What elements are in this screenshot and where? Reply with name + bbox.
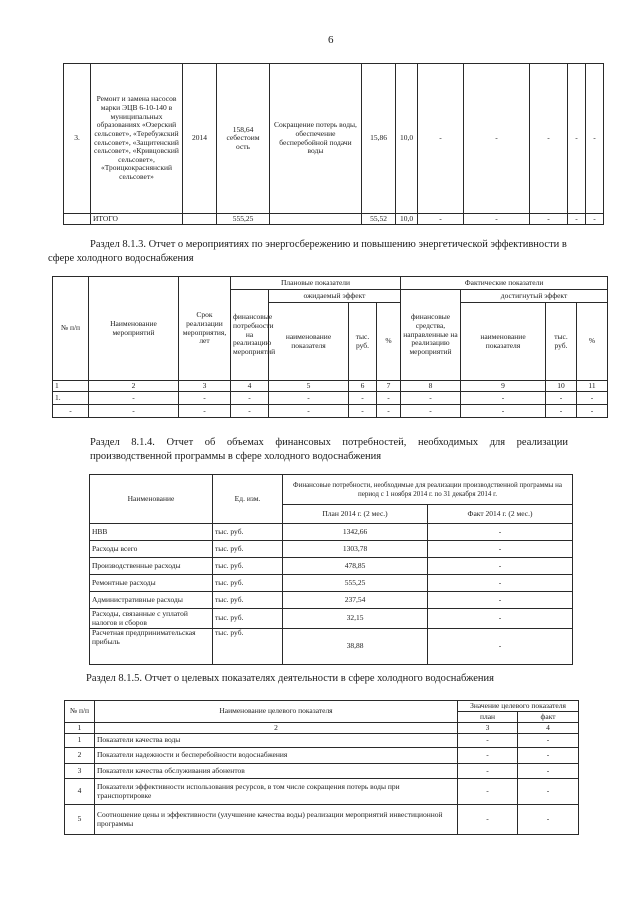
col-number: 4 [231, 381, 269, 392]
header-fact: факт [518, 712, 579, 723]
table-row [53, 405, 608, 418]
row-name: Производственные расходы [90, 558, 213, 575]
row-name: Административные расходы [90, 592, 213, 609]
table-row [65, 779, 579, 805]
table-row [65, 734, 579, 748]
header-percent: % [577, 303, 608, 381]
header-unit: Ед. изм. [213, 475, 283, 524]
cell: - [89, 405, 179, 418]
col-number: 2 [89, 381, 179, 392]
row-unit: тыс. руб. [213, 558, 283, 575]
table-row [65, 764, 579, 779]
table-row [90, 541, 573, 558]
cell: - [461, 405, 546, 418]
col-number: 6 [349, 381, 377, 392]
col-number: 5 [269, 381, 349, 392]
dash-cell: - [568, 214, 586, 225]
col-number: 3 [179, 381, 231, 392]
header-percent: % [377, 303, 401, 381]
row-fact: - [518, 805, 579, 835]
row-name: НВВ [90, 524, 213, 541]
row-name: Соотношение цены и эффективности (улучшение качества воды) реализации мероприятий инвестиционной программы [95, 805, 458, 835]
row-fact: - [428, 609, 573, 629]
table-row [90, 524, 573, 541]
value-1: 15,86 [362, 64, 396, 214]
col-number: 2 [95, 723, 458, 734]
table-row [64, 64, 604, 214]
col-number: 8 [401, 381, 461, 392]
total-row [64, 214, 604, 225]
header-thous-rub: тыс. руб. [546, 303, 577, 381]
cell: - [231, 392, 269, 405]
header-name: Наименование мероприятий [89, 277, 179, 381]
dash-cell: - [418, 64, 464, 214]
total-label: ИТОГО [91, 214, 183, 225]
event-name: Ремонт и замена насосов марки ЭЦВ 6-10-140 в муниципальных образованиях «Озерский сельсовет», «Теребужский сельсовет», «Защитенский сельсовет», «Кривцовский сельсовет», «Троицкокраснянский сельсовет» [91, 64, 183, 214]
cell: - [401, 392, 461, 405]
cell: - [89, 392, 179, 405]
cell: - [577, 405, 608, 418]
total-cost: 555,25 [217, 214, 270, 225]
cell: - [179, 405, 231, 418]
row-unit: тыс. руб. [213, 592, 283, 609]
row-fact: - [518, 779, 579, 805]
total-value-2: 10,0 [396, 214, 418, 225]
row-num: 1 [65, 734, 95, 748]
section-815-heading: Раздел 8.1.5. Отчет о целевых показателях деятельности в сфере холодного водоснабжения [86, 673, 494, 684]
row-plan: 237,54 [283, 592, 428, 609]
row-plan: 1342,66 [283, 524, 428, 541]
row-plan: 32,15 [283, 609, 428, 629]
row-fact: - [428, 558, 573, 575]
col-number: 1 [65, 723, 95, 734]
cell: - [53, 405, 89, 418]
table-row [65, 748, 579, 764]
cost: 158,64 себестоим ость [217, 64, 270, 214]
row-fact: - [518, 734, 579, 748]
header-achieved-effect: достигнутый эффект [461, 290, 608, 303]
col-number: 3 [458, 723, 518, 734]
header-plan-group: Плановые показатели [231, 277, 401, 290]
dash-cell: - [530, 64, 568, 214]
col-number: 9 [461, 381, 546, 392]
header-fin-directed: финансовые средства, направленные на реализацию мероприятий [401, 290, 461, 381]
dash-cell: - [586, 64, 604, 214]
row-fact: - [518, 748, 579, 764]
cell: - [179, 392, 231, 405]
table-814 [89, 474, 573, 665]
row-name: Расчетная предпринимательская прибыль [90, 629, 213, 665]
row-plan: - [458, 779, 518, 805]
row-plan: - [458, 734, 518, 748]
header-expected-effect: ожидаемый эффект [269, 290, 401, 303]
table-row [90, 629, 573, 665]
section-814-heading: Раздел 8.1.4. Отчет об объемах финансовых потребностей, необходимых для реализации производственной программы в сфере холодного водоснабжения [90, 437, 568, 463]
dash-cell: - [464, 214, 530, 225]
row-name: Показатели качества обслуживания абонентов [95, 764, 458, 779]
cell: - [546, 392, 577, 405]
cell: - [269, 405, 349, 418]
header-value: Значение целевого показателя [458, 701, 579, 712]
header-plan: план [458, 712, 518, 723]
row-number: 3. [64, 64, 91, 214]
table-813 [52, 276, 608, 418]
table-815 [64, 700, 579, 835]
cell: - [377, 405, 401, 418]
row-fact: - [428, 541, 573, 558]
row-plan: - [458, 805, 518, 835]
header-name: Наименование [90, 475, 213, 524]
dash-cell: - [568, 64, 586, 214]
row-name: Ремонтные расходы [90, 575, 213, 592]
cell: - [461, 392, 546, 405]
cell: 1. [53, 392, 89, 405]
row-fact: - [428, 592, 573, 609]
cell: - [401, 405, 461, 418]
row-name: Показатели эффективности использования ресурсов, в том числе сокращения потерь воды при транспортировке [95, 779, 458, 805]
dash-cell: - [530, 214, 568, 225]
section-813-heading: Раздел 8.1.3. Отчет о мероприятиях по энергосбережению и повышению энергетической эффективности в сфере холодного водоснабжения [48, 239, 567, 265]
row-num: 2 [65, 748, 95, 764]
header-plan: План 2014 г. (2 мес.) [283, 505, 428, 524]
dash-cell: - [586, 214, 604, 225]
row-fact: - [428, 575, 573, 592]
row-name: Расходы, связанные с уплатой налогов и сборов [90, 609, 213, 629]
table-row [90, 592, 573, 609]
page-number: 6 [328, 34, 334, 46]
col-number: 1 [53, 381, 89, 392]
header-fin-need: Финансовые потребности, необходимые для реализации производственной программы на период с 1 ноября 2014 г. по 31 декабря 2014 г. [283, 475, 573, 505]
row-unit: тыс. руб. [213, 524, 283, 541]
col-number: 7 [377, 381, 401, 392]
cell: - [546, 405, 577, 418]
cell: - [349, 392, 377, 405]
row-unit: тыс. руб. [213, 629, 283, 665]
header-num: № п/п [65, 701, 95, 723]
row-plan: 38,88 [283, 629, 428, 665]
total-value-1: 55,52 [362, 214, 396, 225]
col-number: 11 [577, 381, 608, 392]
col-number: 4 [518, 723, 579, 734]
cell: - [377, 392, 401, 405]
column-numbers-row [65, 723, 579, 734]
value-2: 10,0 [396, 64, 418, 214]
cell: - [231, 405, 269, 418]
header-indicator-name: наименование показателя [461, 303, 546, 381]
header-name: Наименование целевого показателя [95, 701, 458, 723]
row-plan: 555,25 [283, 575, 428, 592]
table-row [90, 575, 573, 592]
header-fin-need: финансовые потребности на реализацию мероприятий [231, 290, 269, 381]
row-name: Показатели качества воды [95, 734, 458, 748]
year: 2014 [183, 64, 217, 214]
row-unit: тыс. руб. [213, 541, 283, 558]
row-unit: тыс. руб. [213, 609, 283, 629]
cell: - [577, 392, 608, 405]
row-plan: 1303,78 [283, 541, 428, 558]
row-fact: - [428, 629, 573, 665]
row-fact: - [428, 524, 573, 541]
dash-cell: - [418, 214, 464, 225]
header-indicator-name: наименование показателя [269, 303, 349, 381]
cell: - [349, 405, 377, 418]
table-row [53, 392, 608, 405]
header-term: Срок реализации мероприятия, лет [179, 277, 231, 381]
row-num: 3 [65, 764, 95, 779]
row-num: 4 [65, 779, 95, 805]
table-813-continuation [63, 63, 604, 225]
table-row [65, 805, 579, 835]
col-number: 10 [546, 381, 577, 392]
row-unit: тыс. руб. [213, 575, 283, 592]
row-num: 5 [65, 805, 95, 835]
row-name: Показатели надежности и бесперебойности водоснабжения [95, 748, 458, 764]
header-num: № п/п [53, 277, 89, 381]
row-name: Расходы всего [90, 541, 213, 558]
row-plan: - [458, 764, 518, 779]
dash-cell: - [464, 64, 530, 214]
header-fact: Факт 2014 г. (2 мес.) [428, 505, 573, 524]
row-plan: - [458, 748, 518, 764]
table-row [90, 609, 573, 629]
cell: - [269, 392, 349, 405]
table-row [90, 558, 573, 575]
effect: Сокращение потерь воды, обеспечение бесперебойной подачи воды [270, 64, 362, 214]
header-thous-rub: тыс. руб. [349, 303, 377, 381]
row-fact: - [518, 764, 579, 779]
column-numbers-row [53, 381, 608, 392]
header-fact-group: Фактические показатели [401, 277, 608, 290]
row-plan: 478,85 [283, 558, 428, 575]
